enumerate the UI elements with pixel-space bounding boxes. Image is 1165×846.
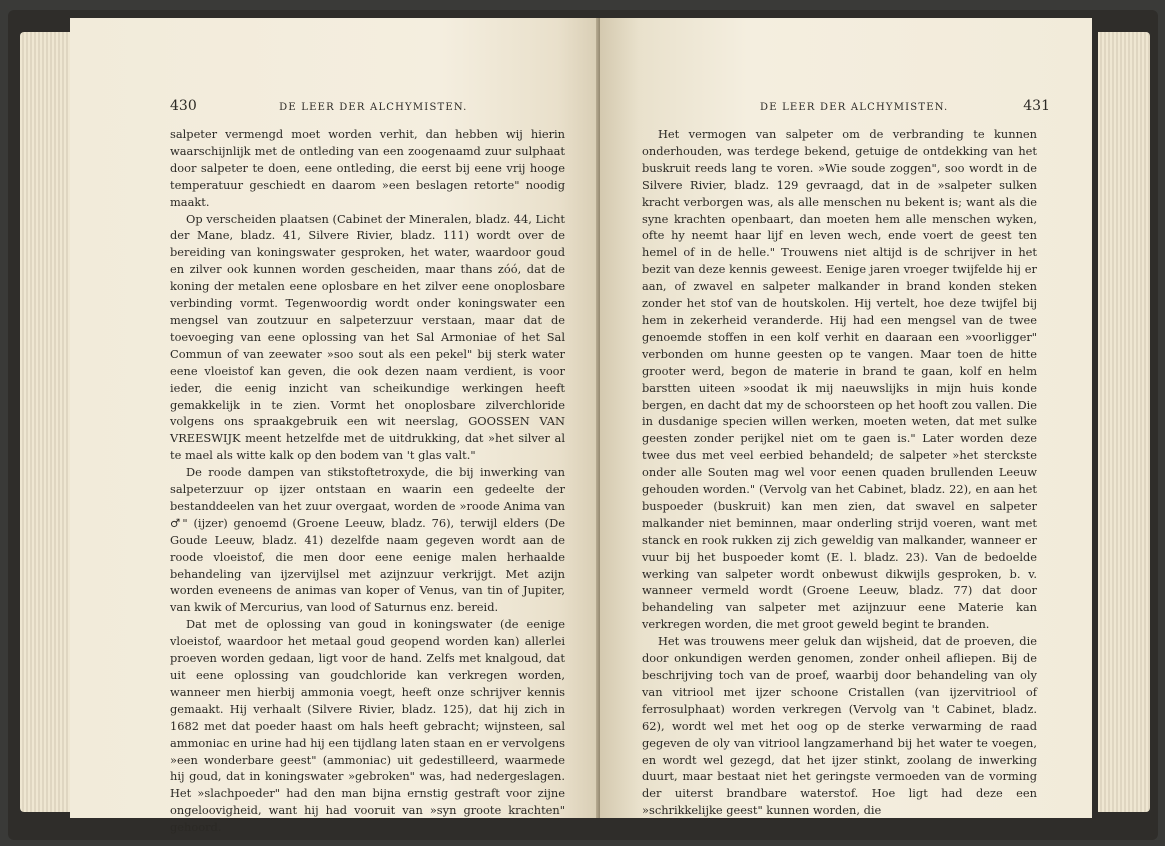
left-page-number: 430	[170, 98, 197, 114]
right-page-body	[642, 126, 1037, 819]
right-page-header	[760, 98, 1050, 114]
paragraph: salpeter vermengd moet worden verhit, dan hebben wij hierin waarschijnlijk met de ontleding van een zoogenaamd zuur sulphaat door salpeter te doen, eene ontleding, die eerst bij eene vrij hooge temperatuur geschiedt en daarom »een beslagen retorte" noodig maakt.	[170, 127, 565, 209]
right-running-head: DE LEER DER ALCHYMISTEN.	[760, 102, 949, 113]
paragraph: Dat met de oplossing van goud in koningswater (de eenige vloeistof, waardoor het metaal goud geopend worden kan) allerlei proeven worden gedaan, ligt voor de hand. Zelfs met knalgoud, dat uit eene oplossing van goudchloride kan verkregen worden, wanneer men hierbij ammonia voegt, heeft onze schrijver kennis gemaakt. Hij verhaalt (Silvere Rivier, bladz. 125), dat hij zich in 1682 met dat poeder haast om hals heeft gebracht; wijnsteen, sal ammoniac en urine had hij een tijdlang laten staan en er vervolgens »een wonderbare geest" (ammoniac) uit gedestilleerd, waarmede hij goud, dat in koningswater »gebroken" was, had nedergeslagen. Het »slachpoeder" had den man bijna ernstig gestraft voor zijne ongeloovigheid, want hij had vooruit van »syn groote krachten" gehoord.	[170, 617, 565, 835]
paragraph: Op verscheiden plaatsen (Cabinet der Mineralen, bladz. 44, Licht der Mane, bladz. 41, Silvere Rivier, bladz. 111) wordt over de bereiding van koningswater gesproken, het water, waardoor goud en zilver ook kunnen worden gescheiden, maar thans zóó, dat de koning der metalen eene oplosbare en het zilver eene onoplosbare verbinding vormt. Tegenwoordig wordt onder koningswater een mengsel van zoutzuur en salpeterzuur verstaan, maar dat de toevoeging van eene oplossing van het Sal Armoniae of het Sal Commun of van zeewater »soo sout als een pekel" bij sterk water eene vloeistof kan geven, die ook dezen naam verdient, is voor ieder, die eenig inzicht van scheikundige werkingen heeft gemakkelijk in te zien. Vormt het onoplosbare zilverchloride volgens ons spraakgebruik een wit neerslag, GOOSSEN VAN VREESWIJK meent hetzelfde met de uitdrukking, dat »het silver al te mael als witte kalk op den bodem van 't glas valt."	[170, 211, 565, 463]
right-page-number: 431	[1023, 98, 1050, 114]
left-page-header	[170, 98, 570, 114]
left-page	[70, 18, 600, 835]
paragraph: Het was trouwens meer geluk dan wijsheid, dat de proeven, die door onkundigen werden genomen, zonder onheil afliepen. Bij de beschrijving toch van de proef, waarbij door behandeling van oly van vitriool met ijzer schoone Cristallen (van ijzervitriool of ferrosulphaat) worden verkregen (Vervolg van 't Cabinet, bladz. 62), wordt wel met het oog op de sterke verwarming de raad gegeven de oly van vitriool langzamerhand bij het water te voegen, en wordt wel gezegd, dat het ijzer stinkt, zoolang de inwerking duurt, maar bestaat niet het geringste vermoeden van de vorming der uiterst brandbare waterstof. Hoe ligt had deze een »schrikkelijke geest" kunnen worden, die	[642, 634, 1037, 818]
paragraph: De roode dampen van stikstoftetroxyde, die bij inwerking van salpeterzuur op ijzer ontstaan en waarin een gedeelte der bestanddeelen van het zuur overgaat, worden de »roode Anima van ♂" (ijzer) genoemd (Groene Leeuw, bladz. 76), terwijl elders (De Goude Leeuw, bladz. 41) dezelfde naam gegeven wordt aan de roode vloeistof, die men door eene eenige malen herhaalde behandeling van ijzervijlsel met azijnzuur verkrijgt. Met azijn worden eveneens de animas van koper of Venus, van tin of Jupiter, van kwik of Mercurius, van lood of Saturnus enz. bereid.	[170, 465, 565, 615]
left-page-body	[170, 126, 565, 836]
right-page	[600, 18, 1092, 818]
right-page-edges	[1098, 32, 1150, 812]
paragraph: Het vermogen van salpeter om de verbranding te kunnen onderhouden, was terdege bekend, getuige de ontdekking van het buskruit reeds lang te voren. »Wie soude zoggen", soo wordt in de Silvere Rivier, bladz. 129 gevraagd, dat in de »salpeter sulken kracht verborgen was, als alle menschen nu bekent is; want als die syne krachten openbaart, dan moeten hem alle menschen wyken, ofte hy neemt haar lijf en leven wech, ende voert de geest ten hemel of in de helle." Trouwens niet altijd is de schrijver in het bezit van deze kennis geweest. Eenige jaren vroeger twijfelde hij er aan, of zwavel en salpeter malkander in brand konden steken zonder het stof van de houtskolen. Hij vertelt, hoe deze twijfel bij hem in zekerheid veranderde. Hij had een mengsel van de twee genoemde stoffen in een kolf verhit en daaraan een »voorligger" verbonden om hunne geesten op te vangen. Maar toen de hitte grooter werd, begon de materie in brand te gaan, kolf en helm barstten uiteen »soodat ik mij naeuwslijks in mijn huis konde bergen, en dacht dat my de schoorsteen op het hooft zou vallen. Die in dusdanige specien willen werken, moeten weten, dat met sulke geesten zonder perijkel niet om te gaen is." Later worden deze twee dus met veel eerbied behandeld; de salpeter »het sterckste onder alle Souten mag wel voor eenen quaden brullenden Leeuw gehouden worden." (Vervolg van het Cabinet, bladz. 22), en aan het buspoeder (buskruit) kan men zien, dat swavel en salpeter malkander niet beminnen, maar onderling strijd voeren, want met stanck en rook rukken zij zich geweldig van malkander, wanneer er vuur bij het buspoeder komt (E. l. bladz. 23). Van de bedoelde werking van salpeter wordt onbewust dikwijls gesproken, b. v. wanneer vermeld wordt (Groene Leeuw, bladz. 77) dat door behandeling van salpeter met azijnzuur eene Materie kan verkregen worden, die met groot geweld begint te branden.	[642, 127, 1037, 632]
left-running-head: DE LEER DER ALCHYMISTEN.	[279, 102, 468, 113]
